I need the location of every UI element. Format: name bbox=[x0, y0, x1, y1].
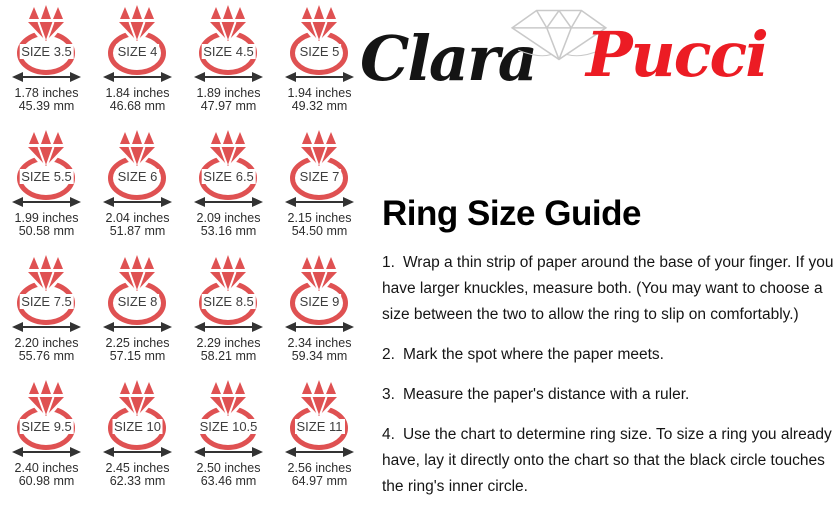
instruction-step bbox=[382, 250, 839, 328]
diameter-arrow-icon bbox=[12, 446, 81, 458]
diameter-arrow-icon bbox=[194, 446, 263, 458]
ring-diameter-inches: 2.09 inches bbox=[196, 211, 261, 225]
step-text: Use the chart to determine ring size. To size a ring you already have, lay it directly onto the chart so that the black circle touches the ring's inner circle. bbox=[382, 426, 832, 495]
ring-icon bbox=[99, 253, 175, 331]
ring-size-cell bbox=[1, 378, 92, 503]
diameter-arrow-icon bbox=[12, 321, 81, 333]
ring-diameter-inches: 2.50 inches bbox=[196, 461, 261, 475]
ring-diameter-inches: 1.84 inches bbox=[105, 86, 170, 100]
ring-measurements bbox=[183, 337, 274, 363]
ring-measurements bbox=[92, 337, 183, 363]
ring-diameter-mm: 45.39 mm bbox=[18, 99, 75, 113]
ring-size-cell bbox=[92, 3, 183, 128]
ring-size-cell bbox=[1, 128, 92, 253]
ring-size-cell bbox=[274, 253, 365, 378]
ring-size-label: SIZE 9.5 bbox=[21, 419, 72, 434]
diameter-arrow-icon bbox=[103, 446, 172, 458]
ring-size-label: SIZE 3.5 bbox=[21, 44, 72, 59]
instructions-list bbox=[382, 250, 839, 514]
ring-size-label: SIZE 4 bbox=[117, 44, 158, 59]
ring-diameter-mm: 49.32 mm bbox=[291, 99, 348, 113]
ring-size-label: SIZE 4.5 bbox=[203, 44, 254, 59]
ring-size-label: SIZE 5.5 bbox=[21, 169, 72, 184]
instruction-step bbox=[382, 422, 839, 500]
ring-size-cell bbox=[274, 378, 365, 503]
ring-icon bbox=[190, 3, 266, 81]
ring-icon bbox=[8, 128, 84, 206]
ring-measurements bbox=[274, 212, 365, 238]
ring-measurements bbox=[274, 337, 365, 363]
ring-diameter-mm: 63.46 mm bbox=[200, 474, 257, 488]
step-number: 3. bbox=[382, 386, 395, 403]
diameter-arrow-icon bbox=[285, 446, 354, 458]
ring-diameter-mm: 51.87 mm bbox=[109, 224, 166, 238]
ring-diameter-mm: 55.76 mm bbox=[18, 349, 75, 363]
ring-measurements bbox=[92, 212, 183, 238]
ring-size-label: SIZE 9 bbox=[299, 294, 340, 309]
ring-diameter-inches: 2.29 inches bbox=[196, 336, 261, 350]
ring-diameter-mm: 64.97 mm bbox=[291, 474, 348, 488]
ring-diameter-mm: 50.58 mm bbox=[18, 224, 75, 238]
ring-diameter-mm: 59.34 mm bbox=[291, 349, 348, 363]
ring-size-label: SIZE 6 bbox=[117, 169, 158, 184]
ring-diameter-mm: 57.15 mm bbox=[109, 349, 166, 363]
ring-diameter-inches: 2.40 inches bbox=[14, 461, 79, 475]
ring-size-label: SIZE 8.5 bbox=[203, 294, 254, 309]
step-text: Wrap a thin strip of paper around the base of your finger. If you have larger knuckles, measure both. (You may want to choose a size between the two to allow the ring to slip on comfortably.) bbox=[382, 254, 834, 323]
ring-measurements bbox=[274, 462, 365, 488]
page-title: Ring Size Guide bbox=[382, 194, 641, 233]
ring-size-cell bbox=[183, 128, 274, 253]
ring-diameter-inches: 1.94 inches bbox=[287, 86, 352, 100]
ring-measurements bbox=[274, 87, 365, 113]
ring-diameter-mm: 58.21 mm bbox=[200, 349, 257, 363]
ring-measurements bbox=[1, 337, 92, 363]
ring-icon bbox=[99, 3, 175, 81]
ring-size-cell bbox=[183, 253, 274, 378]
ring-icon bbox=[99, 378, 175, 456]
ring-size-label: SIZE 7 bbox=[299, 169, 340, 184]
step-number: 4. bbox=[382, 426, 395, 443]
ring-size-cell bbox=[183, 378, 274, 503]
brand-name-clara: Clara bbox=[360, 22, 536, 95]
ring-diameter-mm: 60.98 mm bbox=[18, 474, 75, 488]
ring-size-cell bbox=[92, 128, 183, 253]
diameter-arrow-icon bbox=[12, 71, 81, 83]
ring-diameter-inches: 1.89 inches bbox=[196, 86, 261, 100]
ring-size-label: SIZE 11 bbox=[296, 419, 343, 434]
ring-size-cell bbox=[1, 3, 92, 128]
diameter-arrow-icon bbox=[194, 71, 263, 83]
brand-logo bbox=[358, 4, 798, 109]
ring-measurements bbox=[1, 462, 92, 488]
step-number: 2. bbox=[382, 346, 395, 363]
ring-icon bbox=[281, 3, 357, 81]
ring-diameter-inches: 1.99 inches bbox=[14, 211, 79, 225]
diameter-arrow-icon bbox=[285, 321, 354, 333]
ring-measurements bbox=[1, 87, 92, 113]
diameter-arrow-icon bbox=[12, 196, 81, 208]
ring-icon bbox=[8, 378, 84, 456]
ring-icon bbox=[281, 253, 357, 331]
ring-icon bbox=[190, 128, 266, 206]
diameter-arrow-icon bbox=[103, 321, 172, 333]
step-number: 1. bbox=[382, 254, 395, 271]
ring-size-label: SIZE 7.5 bbox=[21, 294, 72, 309]
instruction-step bbox=[382, 382, 839, 408]
ring-diameter-inches: 1.78 inches bbox=[14, 86, 79, 100]
ring-diameter-mm: 47.97 mm bbox=[200, 99, 257, 113]
instruction-step bbox=[382, 342, 839, 368]
ring-diameter-mm: 46.68 mm bbox=[109, 99, 166, 113]
ring-size-label: SIZE 5 bbox=[299, 44, 340, 59]
diameter-arrow-icon bbox=[285, 196, 354, 208]
diameter-arrow-icon bbox=[103, 71, 172, 83]
ring-diameter-mm: 53.16 mm bbox=[200, 224, 257, 238]
ring-size-label: SIZE 6.5 bbox=[203, 169, 254, 184]
ring-size-cell bbox=[92, 253, 183, 378]
ring-icon bbox=[190, 378, 266, 456]
ring-size-label: SIZE 10 bbox=[114, 419, 161, 434]
diameter-arrow-icon bbox=[103, 196, 172, 208]
ring-diameter-inches: 2.25 inches bbox=[105, 336, 170, 350]
ring-size-cell bbox=[183, 3, 274, 128]
step-text: Measure the paper's distance with a ruler. bbox=[402, 386, 690, 403]
ring-icon bbox=[8, 253, 84, 331]
ring-icon bbox=[190, 253, 266, 331]
ring-size-cell bbox=[1, 253, 92, 378]
ring-icon bbox=[99, 128, 175, 206]
brand-name-pucci: Pucci bbox=[586, 18, 767, 91]
step-text: Mark the spot where the paper meets. bbox=[402, 346, 664, 363]
ring-measurements bbox=[92, 462, 183, 488]
ring-measurements bbox=[183, 87, 274, 113]
ring-size-cell bbox=[274, 3, 365, 128]
ring-diameter-inches: 2.34 inches bbox=[287, 336, 352, 350]
diameter-arrow-icon bbox=[194, 196, 263, 208]
ring-diameter-mm: 54.50 mm bbox=[291, 224, 348, 238]
ring-size-label: SIZE 8 bbox=[117, 294, 158, 309]
ring-size-cell bbox=[274, 128, 365, 253]
ring-measurements bbox=[183, 212, 274, 238]
ring-diameter-mm: 62.33 mm bbox=[109, 474, 166, 488]
ring-icon bbox=[281, 378, 357, 456]
diameter-arrow-icon bbox=[194, 321, 263, 333]
ring-diameter-inches: 2.45 inches bbox=[105, 461, 170, 475]
ring-measurements bbox=[1, 212, 92, 238]
diameter-arrow-icon bbox=[285, 71, 354, 83]
ring-diameter-inches: 2.15 inches bbox=[287, 211, 352, 225]
ring-diameter-inches: 2.56 inches bbox=[287, 461, 352, 475]
ring-size-label: SIZE 10.5 bbox=[199, 419, 258, 434]
ring-measurements bbox=[183, 462, 274, 488]
ring-diameter-inches: 2.04 inches bbox=[105, 211, 170, 225]
ring-diameter-inches: 2.20 inches bbox=[14, 336, 79, 350]
ring-size-cell bbox=[92, 378, 183, 503]
ring-measurements bbox=[92, 87, 183, 113]
ring-size-chart bbox=[1, 3, 365, 503]
ring-icon bbox=[8, 3, 84, 81]
ring-icon bbox=[281, 128, 357, 206]
